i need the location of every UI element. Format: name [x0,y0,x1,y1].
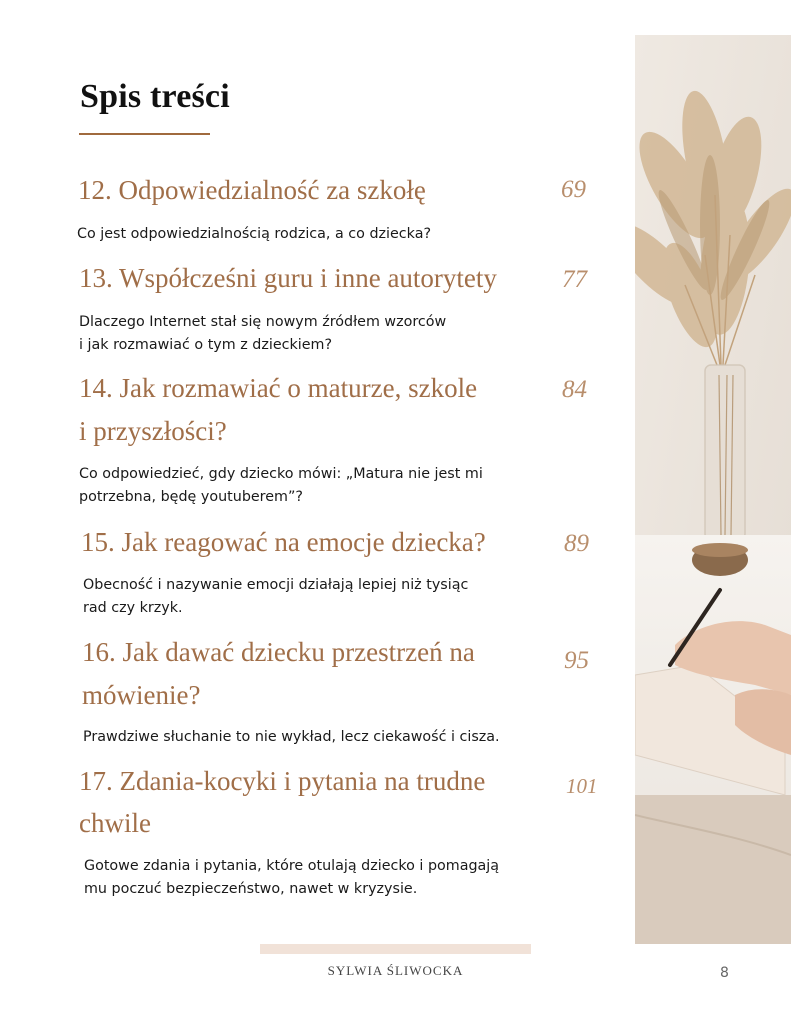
toc-entry-title: 16. Jak dawać dziecku przestrzeń na [82,637,475,667]
toc-entry-page: 77 [562,266,587,293]
footer-author: SYLWIA ŚLIWOCKA [327,963,464,978]
toc-entry-desc: Gotowe zdania i pytania, które otulają dziecko i pomagają [84,858,500,874]
toc-entry-title: 12. Odpowiedzialność za szkołę [78,175,426,205]
decorative-photo [635,35,791,944]
toc-entry-desc: Obecność i nazywanie emocji działają lepiej niż tysiąc [83,577,469,593]
toc-entry-desc: mu poczuć bezpieczeństwo, nawet w kryzysie. [84,881,418,897]
toc-entry-title: 14. Jak rozmawiać o maturze, szkole [79,373,478,403]
toc-entry-page: 101 [566,774,598,798]
page-title: Spis treści [80,78,230,115]
toc-entry-desc: i jak rozmawiać o tym z dzieckiem? [79,337,333,353]
toc-entry-page: 69 [561,176,586,203]
toc-entry-title: 15. Jak reagować na emocje dziecka? [81,527,486,557]
toc-entry-desc: Co jest odpowiedzialnością rodzica, a co dziecka? [77,226,432,242]
toc-entry-desc: Co odpowiedzieć, gdy dziecko mówi: „Matura nie jest mi [79,466,483,482]
toc-entry-page: 95 [564,647,589,674]
title-underline [79,133,210,135]
toc-entry-title: 13. Współcześni guru i inne autorytety [79,263,497,293]
toc-entry-desc: Dlaczego Internet stał się nowym źródłem wzorców [79,314,447,330]
toc-entry-title-line2: chwile [79,808,151,838]
toc-entry-desc: Prawdziwe słuchanie to nie wykład, lecz ciekawość i cisza. [83,729,500,745]
toc-entry-page: 84 [562,376,587,403]
page-number: 8 [720,965,729,981]
toc-entry-desc: rad czy krzyk. [83,600,183,616]
toc-entry-title-line2: mówienie? [82,680,201,710]
toc-entry-page: 89 [564,530,589,557]
footer-bar [260,944,531,954]
toc-entry-desc: potrzebna, będę youtuberem”? [79,489,303,505]
toc-entry-title: 17. Zdania-kocyki i pytania na trudne [79,766,486,796]
toc-entry-title-line2: i przyszłości? [79,416,227,446]
